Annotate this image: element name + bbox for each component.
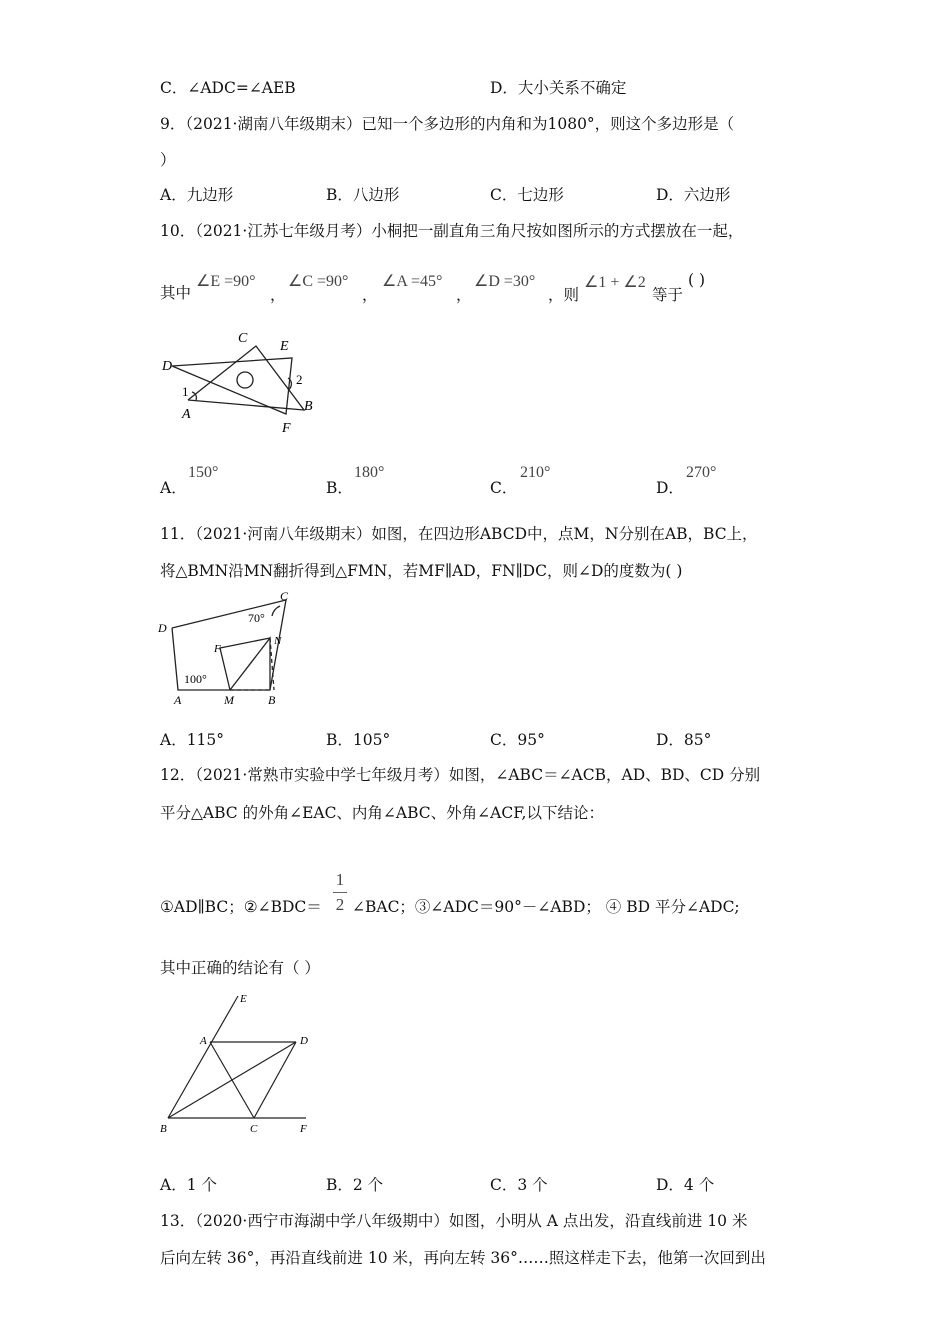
q12-label-b: B — [160, 1123, 167, 1135]
q10-equals: 等于 — [652, 286, 684, 304]
q11-stem-line2: 将△BMN沿MN翻折得到△FMN，若MF∥AD，FN∥DC，则∠D的度数为( ) — [160, 562, 683, 580]
q10-option-c-value: 210° — [520, 464, 551, 481]
q13-stem-line2: 后向左转 36°，再沿直线前进 10 米，再向左转 36°……照这样走下去，他第一次回到出 — [160, 1249, 766, 1267]
q10-cond-d: ∠D =30° — [474, 273, 536, 290]
q12-which: 其中正确的结论有（ ） — [160, 959, 320, 977]
q10-comma-3: ， — [456, 286, 472, 304]
q12-stem-line1: 12．（2021·常熟市实验中学七年级月考）如图，∠ABC＝∠ACB，AD、BD、CD 分别 — [160, 766, 761, 784]
q12-label-d: D — [300, 1035, 308, 1047]
q10-cond-a: ∠A =45° — [382, 273, 443, 290]
q12-stem-line2: 平分△ABC 的外角∠EAC、内角∠ABC、外角∠ACF,以下结论： — [160, 804, 604, 822]
q11-option-d: D．85° — [656, 731, 712, 749]
q11-option-c: C．95° — [490, 731, 545, 749]
q13-stem-line1: 13．（2020·西宁市海湖中学八年级期中）如图，小明从 A 点出发，沿直线前进 10 米 — [160, 1212, 748, 1230]
q10-label-e: E — [280, 339, 289, 354]
q10-option-a-value: 150° — [188, 464, 219, 481]
q12-option-b: B．2 个 — [326, 1176, 384, 1194]
q10-then: ，则 — [548, 286, 580, 304]
q10-option-d-value: 270° — [686, 464, 717, 481]
q10-option-b-letter: B． — [326, 479, 353, 497]
q10-label-2: 2 — [296, 372, 303, 387]
q10-cond-e: ∠E =90° — [196, 273, 256, 290]
q8-option-d: D．大小关系不确定 — [490, 79, 627, 97]
q11-label-a: A — [174, 693, 182, 707]
q11-label-c: C — [280, 589, 289, 603]
q10-label-f: F — [282, 421, 291, 436]
q12-label-f: F — [300, 1123, 307, 1135]
q12-option-d: D．4 个 — [656, 1176, 715, 1194]
q11-option-b: B．105° — [326, 731, 391, 749]
q9-option-a: A．九边形 — [160, 186, 234, 204]
q9-option-c: C．七边形 — [490, 186, 564, 204]
q11-option-a: A．115° — [160, 731, 225, 749]
q10-option-b-value: 180° — [354, 464, 385, 481]
q10-label-d: D — [162, 359, 173, 374]
q10-option-d-letter: D． — [656, 479, 684, 497]
q11-stem-line1: 11．（2021·河南八年级期末）如图，在四边形ABCD中，点M，N分别在AB，BC上， — [160, 525, 758, 543]
q12-fraction — [332, 870, 348, 915]
q8-option-c: C．∠ADC=∠AEB — [160, 79, 296, 97]
q10-comma-1: ， — [270, 286, 286, 304]
q9-option-d: D．六边形 — [656, 186, 731, 204]
q10-option-a-letter: A． — [160, 479, 187, 497]
q12-option-c: C．3 个 — [490, 1176, 548, 1194]
q11-label-d: D — [158, 621, 167, 635]
q10-prefix: 其中 — [160, 284, 192, 302]
q9-stem-line2: ） — [160, 151, 176, 169]
q11-figure — [156, 588, 306, 708]
q12-label-e: E — [240, 993, 247, 1005]
q10-comma-2: ， — [362, 286, 378, 304]
q12-conclusion-part1: ①AD∥BC；②∠BDC＝ — [160, 898, 322, 916]
q12-fraction-bar — [333, 892, 347, 893]
q12-label-a: A — [200, 1035, 207, 1047]
q12-fraction-denominator: 2 — [335, 895, 345, 914]
q12-label-c: C — [250, 1123, 258, 1135]
q9-option-b: B．八边形 — [326, 186, 400, 204]
q10-paren: ( ) — [688, 271, 706, 289]
q12-fraction-numerator: 1 — [335, 870, 345, 889]
q11-label-70: 70° — [248, 611, 265, 625]
q12-figure — [156, 990, 326, 1140]
q12-conclusion-part2: ∠BAC；③∠ADC＝90°－∠ABD； ④ BD 平分∠ADC; — [352, 898, 740, 916]
q10-figure — [158, 326, 338, 436]
q10-expr: ∠1 + ∠2 — [584, 274, 646, 291]
q10-label-1: 1 — [182, 384, 189, 399]
q10-cond-c: ∠C =90° — [288, 273, 349, 290]
q11-label-f: F — [214, 643, 221, 655]
q12-option-a: A．1 个 — [160, 1176, 217, 1194]
q10-option-c-letter: C． — [490, 479, 518, 497]
q10-label-c: C — [238, 331, 248, 346]
q11-label-b: B — [268, 693, 276, 707]
q10-stem-line1: 10．（2021·江苏七年级月考）小桐把一副直角三角尺按如图所示的方式摆放在一起， — [160, 222, 744, 240]
q11-label-100: 100° — [184, 672, 207, 686]
q10-label-b: B — [304, 399, 313, 414]
q9-stem-line1: 9．（2021·湖南八年级期末）已知一个多边形的内角和为1080°，则这个多边形是（ — [160, 115, 735, 133]
q11-label-m: M — [224, 693, 234, 707]
q10-label-a: A — [182, 407, 191, 422]
q11-label-n: N — [274, 635, 282, 647]
